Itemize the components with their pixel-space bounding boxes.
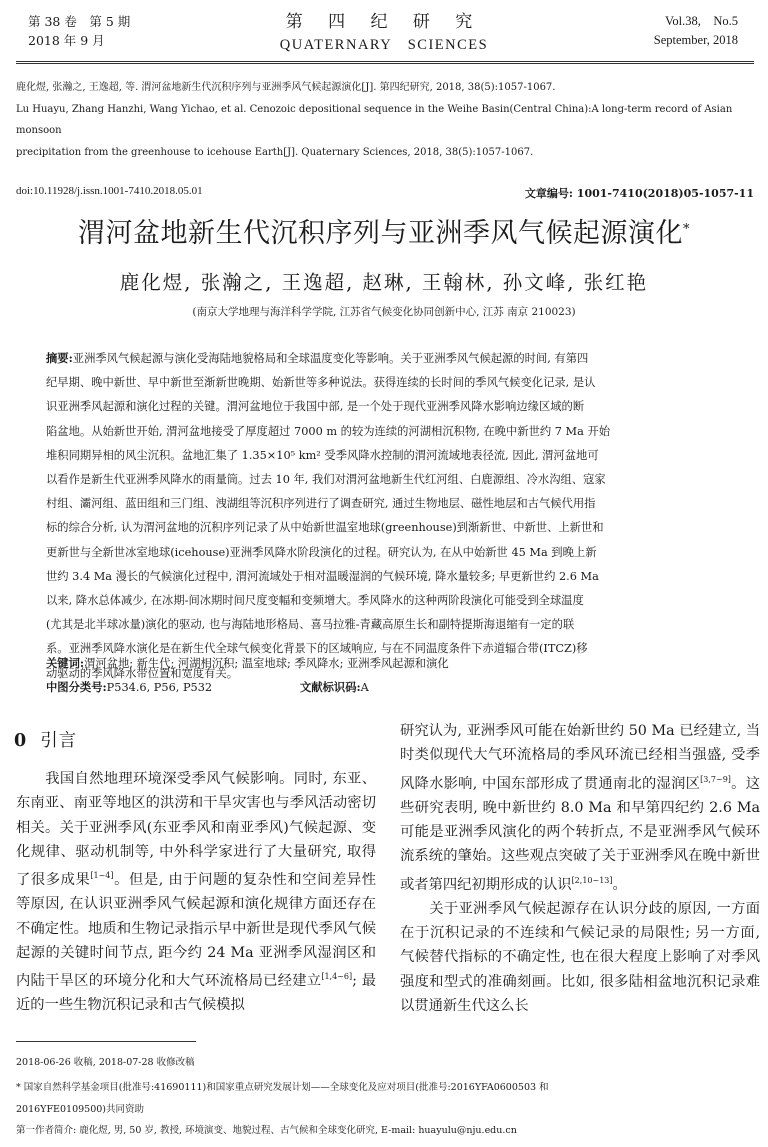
- volume-issue: 第 38 卷 第 5 期: [28, 14, 131, 29]
- affiliation: (南京大学地理与海洋科学学院, 江苏省气候变化协同创新中心, 江苏 南京 210023): [192, 306, 576, 318]
- reference-marker: [2,10~13]: [571, 875, 613, 885]
- abstract-line: 系。亚洲季风降水演化是在新生代全球气候变化背景下的区域响应, 与在不同温度条件下赤道辐合带(ITCZ)移: [46, 642, 588, 656]
- body-paragraph: 关于亚洲季风气候起源存在认识分歧的原因, 一方面在于沉积记录的不连续和气候记录的局限性; 另一方面, 气候替代指标的不确定性, 也在很大程度上影响了对季风强度和型式的准确刻画。比如, 很多陆相盆地沉积记录难以贯通新生代这么长: [400, 900, 760, 1014]
- classification-number: [46, 676, 212, 699]
- funding-mark: *: [683, 222, 690, 237]
- doi: doi:10.11928/j.issn.1001-7410.2018.05.01: [16, 185, 203, 197]
- publication-date-en: September, 2018: [653, 33, 738, 47]
- body-paragraph: 我国自然地理环境深受季风气候影响。同时, 东亚、东南亚、南亚等地区的洪涝和干旱灾害也与季风活动密切相关。关于亚洲季风(东亚季风和南亚季风)气候起源、变化规律、驱动机制等, 中外科学家进行了大量研究, 取得了很多成果[1~4]。但是, 由于问题的复杂性和空间差异性等原因, 在认识亚洲季风气候起源和演化规律方面还存在不确定性。地质和生物记录指示早中新世是现代季风气候起源的关键时间节点, 距今约 24 Ma 亚洲季风湿润区和内陆干旱区的环境分化和大气环流格局已经建立[1,4~6]; 最近的一些生物沉积记录和古气候模拟: [16, 771, 377, 1014]
- abstract-line: 村组、灞河组、蓝田组和三门组、洩湖组等沉积序列进行了调查研究, 通过生物地层、磁性地层和古气候代用指: [46, 497, 596, 511]
- body-column-right: [400, 719, 760, 1018]
- header-rule-top: [16, 61, 754, 62]
- reference-marker: [3,7~9]: [700, 774, 731, 784]
- abstract-line: 纪早期、晚中新世、早中新世至渐新世晚期、始新世等多种说法。获得连续的长时间的季风气候变化记录, 是认: [46, 376, 596, 390]
- footnote-funding-line2: 2016YFE0109500)共同资助: [16, 1104, 144, 1115]
- article-number: 文章编号: 1001-7410(2018)05-1057-11: [524, 187, 754, 200]
- reference-marker: [1~4]: [90, 871, 114, 881]
- document-code-label: 文献标识码:: [300, 680, 361, 694]
- citation-cn: 鹿化煜, 张瀚之, 王逸超, 等. 渭河盆地新生代沉积序列与亚洲季风气候起源演化[J]. 第四纪研究, 2018, 38(5):1057-1067.: [16, 82, 556, 93]
- document-code: [300, 676, 369, 699]
- footnote-rule: [16, 1041, 196, 1042]
- body-column-left: [16, 767, 376, 1018]
- footnote-received: 2018-06-26 收稿, 2018-07-28 收修改稿: [16, 1057, 195, 1068]
- header-rule-bottom: [16, 63, 754, 64]
- footnote-author: 第一作者简介: 鹿化煜, 男, 50 岁, 教授, 环境演变、地貌过程、古气候和全球变化研究, E-mail: huayulu@nju.edu.cn: [16, 1125, 517, 1136]
- paper-title-text: 渭河盆地新生代沉积序列与亚洲季风气候起源演化: [78, 218, 683, 249]
- keywords-label: 关键词:: [46, 656, 85, 670]
- body-paragraph: 研究认为, 亚洲季风可能在始新世约 50 Ma 已经建立, 当时类似现代大气环流格局的季风环流已经相当强盛, 受季风降水影响, 中国东部形成了贯通南北的湿润区[3,7~9]。这些研究表明, 晚中新世约 8.0 Ma 和早第四纪约 2.6 Ma 可能是亚洲季风演化的两个转折点, 不是亚洲季风气候环流系统的肇始。这些观点突破了关于亚洲季风在晚中新世或者第四纪初期形成的认识[2,10~13]。: [400, 723, 761, 893]
- abstract-line: 动驱动的季风降水带位置和宽度有关。: [46, 666, 239, 680]
- citation-en-line2: precipitation from the greenhouse to icehouse Earth[J]. Quaternary Sciences, 2018, 38(5):1057-1067.: [16, 146, 534, 158]
- abstract-line: 以来, 降水总体减少, 在冰期-间冰期时间尺度变幅和变频增大。季风降水的这种两阶段演化可能受到全球温度: [46, 594, 584, 608]
- abstract-line: 标的综合分析, 认为渭河盆地的沉积序列记录了从中始新世温室地球(greenhouse)到渐新世、中新世、上新世和: [46, 521, 604, 535]
- section-name: 引言: [40, 731, 78, 751]
- document-code-text: A: [360, 681, 369, 694]
- citation-en-line1: Lu Huayu, Zhang Hanzhi, Wang Yichao, et al. Cenozoic depositional sequence in the Weihe Basin(Central China):A long-term record of Asian monsoon: [16, 103, 733, 136]
- paper-title: [0, 212, 768, 256]
- abstract-line: 亚洲季风气候起源与演化受海陆地貌格局和全球温度变化等影响。关于亚洲季风气候起源的时间, 有第四: [72, 352, 589, 365]
- abstract-line: (尤其是北半球冰量)演化的驱动, 也与海陆地形格局、喜马拉雅-青藏高原生长和副特提斯海退缩有一定的联: [46, 618, 575, 632]
- publication-date: 2018 年 9 月: [28, 33, 105, 48]
- journal-title-en: QUATERNARY SCIENCES: [279, 37, 489, 53]
- abstract-line: 堆积同期异相的风尘沉积。盆地汇集了 1.35×10⁵ km² 受季风降水控制的渭河流域地表径流, 因此, 渭河盆地可: [46, 448, 599, 462]
- abstract: [46, 346, 722, 686]
- abstract-line: 陷盆地。从始新世开始, 渭河盆地接受了厚度超过 7000 m 的较为连续的河湖相沉积物, 在晚中新世约 7 Ma 开始: [46, 424, 611, 438]
- keywords: [46, 652, 722, 675]
- classification-text: P534.6, P56, P532: [106, 681, 213, 694]
- journal-volume-info-en: [654, 12, 738, 50]
- author-list: 鹿化煜, 张瀚之, 王逸超, 赵琳, 王翰林, 孙文峰, 张红艳: [119, 271, 649, 294]
- citation-block: [16, 77, 756, 163]
- section-heading: [14, 728, 77, 754]
- footnote-funding-line1: * 国家自然科学基金项目(批准号:41690111)和国家重点研究发展计划——全球变化及应对项目(批准号:2016YFA0600503 和: [16, 1082, 549, 1093]
- keywords-text: 渭河盆地; 新生代; 河湖相沉积; 温室地球; 季风降水; 亚洲季风起源和演化: [84, 657, 449, 670]
- volume-issue-en: Vol.38, No.5: [664, 14, 738, 28]
- journal-title-cn: 第 四 纪 研 究: [285, 12, 483, 32]
- abstract-line: 识亚洲季风起源和演化过程的关键。渭河盆地位于我国中部, 是一个处于现代亚洲季风降水影响边缘区域的断: [46, 400, 585, 414]
- abstract-line: 世约 3.4 Ma 漫长的气候演化过程中, 渭河流域处于相对温暖湿润的气候环境, 降水量较多; 早更新世约 2.6 Ma: [46, 569, 599, 583]
- section-number: 0: [14, 731, 27, 751]
- classification-label: 中图分类号:: [46, 680, 107, 694]
- abstract-line: 更新世与全新世冰室地球(icehouse)亚洲季风降水阶段演化的过程。研究认为, 在从中始新世 45 Ma 到晚上新: [46, 545, 597, 559]
- reference-marker: [1,4~6]: [321, 972, 353, 982]
- abstract-label: 摘要:: [46, 351, 73, 365]
- abstract-line: 以看作是新生代亚洲季风降水的雨量筒。过去 10 年, 我们对渭河盆地新生代红河组、白鹿源组、冷水沟组、寇家: [46, 473, 606, 487]
